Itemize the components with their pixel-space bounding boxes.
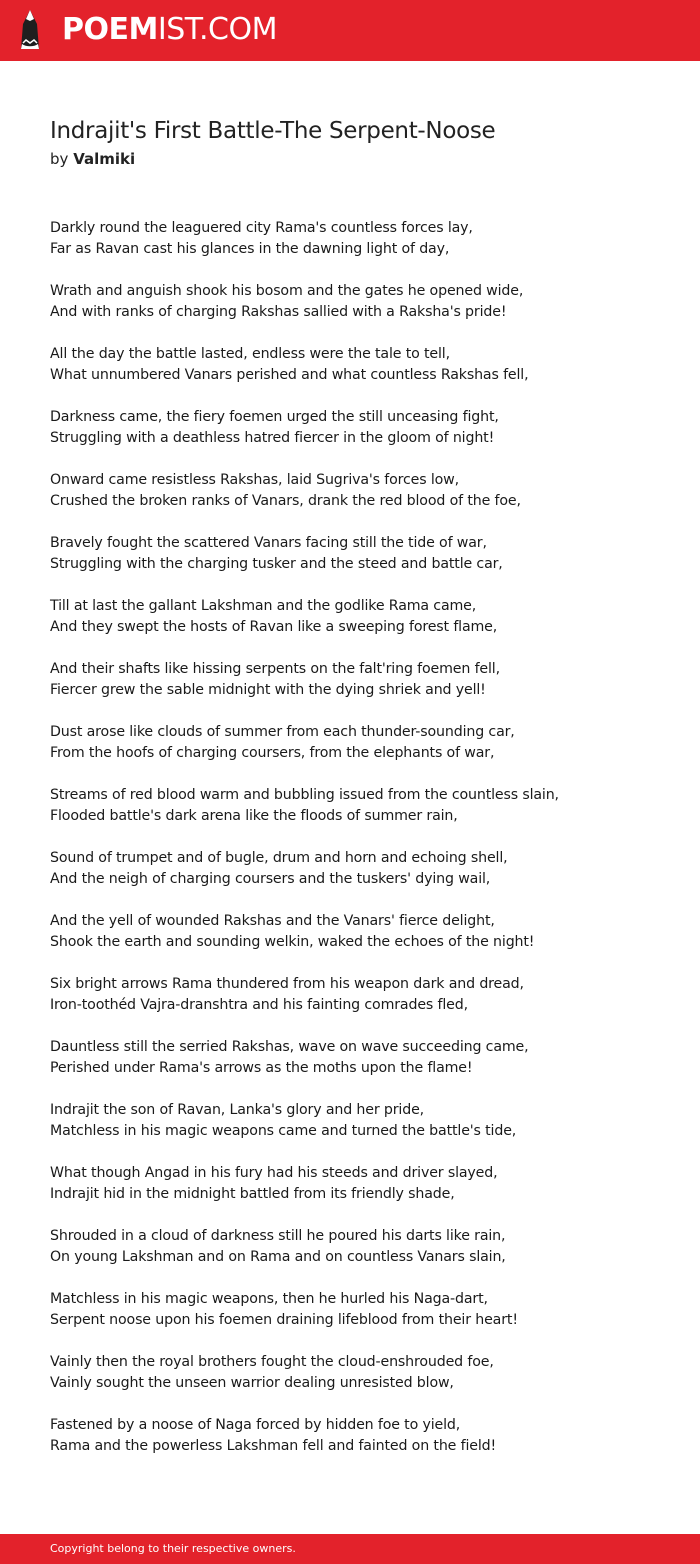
- poem-title: Indrajit's First Battle-The Serpent-Noose: [50, 118, 496, 144]
- poem-line: Iron-toothéd Vajra-dranshtra and his fainting comrades fled,: [50, 997, 468, 1013]
- byline: [50, 148, 135, 170]
- poem-line: Matchless in his magic weapons, then he hurled his Naga-dart,: [50, 1291, 488, 1307]
- poem-line: Fastened by a noose of Naga forced by hidden foe to yield,: [50, 1417, 461, 1433]
- stanza: [50, 911, 670, 974]
- poem-line: Sound of trumpet and of bugle, drum and horn and echoing shell,: [50, 850, 508, 866]
- stanza: [50, 1352, 670, 1415]
- poem-line: Vainly sought the unseen warrior dealing unresisted blow,: [50, 1375, 454, 1391]
- poem-line: Shrouded in a cloud of darkness still he poured his darts like rain,: [50, 1228, 506, 1244]
- poem-line: Serpent noose upon his foemen draining lifeblood from their heart!: [50, 1312, 518, 1328]
- poem-line: Onward came resistless Rakshas, laid Sugriva's forces low,: [50, 472, 459, 488]
- stanza: [50, 722, 670, 785]
- poem-line: And with ranks of charging Rakshas sallied with a Raksha's pride!: [50, 304, 507, 320]
- poem-line: From the hoofs of charging coursers, from the elephants of war,: [50, 745, 495, 761]
- stanza: [50, 785, 670, 848]
- copyright-text: Copyright belong to their respective owners.: [50, 1542, 296, 1555]
- poem-line: Six bright arrows Rama thundered from his weapon dark and dread,: [50, 976, 524, 992]
- poem-line: Vainly then the royal brothers fought the cloud-enshrouded foe,: [50, 1354, 494, 1370]
- poem-line: Struggling with a deathless hatred fiercer in the gloom of night!: [50, 430, 495, 446]
- stanza: [50, 1226, 670, 1289]
- poem-line: What unnumbered Vanars perished and what countless Rakshas fell,: [50, 367, 529, 383]
- stanza: [50, 659, 670, 722]
- poem-line: And the neigh of charging coursers and the tuskers' dying wail,: [50, 871, 491, 887]
- poem-line: Darkness came, the fiery foemen urged the still unceasing fight,: [50, 409, 499, 425]
- poem-line: Flooded battle's dark arena like the floods of summer rain,: [50, 808, 458, 824]
- by-label: by: [50, 150, 69, 168]
- poem-line: Dust arose like clouds of summer from each thunder-sounding car,: [50, 724, 515, 740]
- poem-line: And their shafts like hissing serpents on the falt'ring foemen fell,: [50, 661, 500, 677]
- site-logo-text[interactable]: [62, 10, 277, 50]
- site-footer: [0, 1534, 700, 1564]
- stanza: [50, 974, 670, 1037]
- poem-line: Dauntless still the serried Rakshas, wave on wave succeeding came,: [50, 1039, 529, 1055]
- poem-line: Indrajit hid in the midnight battled from its friendly shade,: [50, 1186, 455, 1202]
- stanza: [50, 1037, 670, 1100]
- author-name[interactable]: Valmiki: [73, 150, 136, 168]
- poem-line: All the day the battle lasted, endless were the tale to tell,: [50, 346, 450, 362]
- poem-line: Far as Ravan cast his glances in the dawning light of day,: [50, 241, 450, 257]
- poem-line: On young Lakshman and on Rama and on countless Vanars slain,: [50, 1249, 506, 1265]
- poem-line: What though Angad in his fury had his steeds and driver slayed,: [50, 1165, 498, 1181]
- poem-line: Crushed the broken ranks of Vanars, drank the red blood of the foe,: [50, 493, 521, 509]
- stanza: [50, 1163, 670, 1226]
- stanza: [50, 344, 670, 407]
- poem-body: [50, 218, 670, 1478]
- poem-line: Rama and the powerless Lakshman fell and fainted on the field!: [50, 1438, 497, 1454]
- poem-line: And the yell of wounded Rakshas and the Vanars' fierce delight,: [50, 913, 495, 929]
- stanza: [50, 470, 670, 533]
- poem-line: Wrath and anguish shook his bosom and the gates he opened wide,: [50, 283, 524, 299]
- pen-nib-logo-icon[interactable]: [17, 9, 43, 51]
- poem-line: Indrajit the son of Ravan, Lanka's glory and her pride,: [50, 1102, 425, 1118]
- stanza: [50, 407, 670, 470]
- stanza: [50, 1415, 670, 1478]
- stanza: [50, 533, 670, 596]
- poem-line: Streams of red blood warm and bubbling issued from the countless slain,: [50, 787, 559, 803]
- stanza: [50, 848, 670, 911]
- brand-light: IST.COM: [157, 12, 277, 47]
- poem-line: Perished under Rama's arrows as the moths upon the flame!: [50, 1060, 473, 1076]
- stanza: [50, 596, 670, 659]
- poem-line: Till at last the gallant Lakshman and the godlike Rama came,: [50, 598, 477, 614]
- brand-bold: POEM: [62, 12, 158, 47]
- stanza: [50, 218, 670, 281]
- poem-line: Struggling with the charging tusker and the steed and battle car,: [50, 556, 503, 572]
- site-header: [0, 0, 700, 61]
- poem-line: Bravely fought the scattered Vanars facing still the tide of war,: [50, 535, 487, 551]
- poem-line: Matchless in his magic weapons came and turned the battle's tide,: [50, 1123, 517, 1139]
- stanza: [50, 281, 670, 344]
- poem-line: Darkly round the leaguered city Rama's countless forces lay,: [50, 220, 473, 236]
- poem-line: And they swept the hosts of Ravan like a sweeping forest flame,: [50, 619, 498, 635]
- stanza: [50, 1289, 670, 1352]
- stanza: [50, 1100, 670, 1163]
- poem-line: Fiercer grew the sable midnight with the dying shriek and yell!: [50, 682, 486, 698]
- poem-line: Shook the earth and sounding welkin, waked the echoes of the night!: [50, 934, 535, 950]
